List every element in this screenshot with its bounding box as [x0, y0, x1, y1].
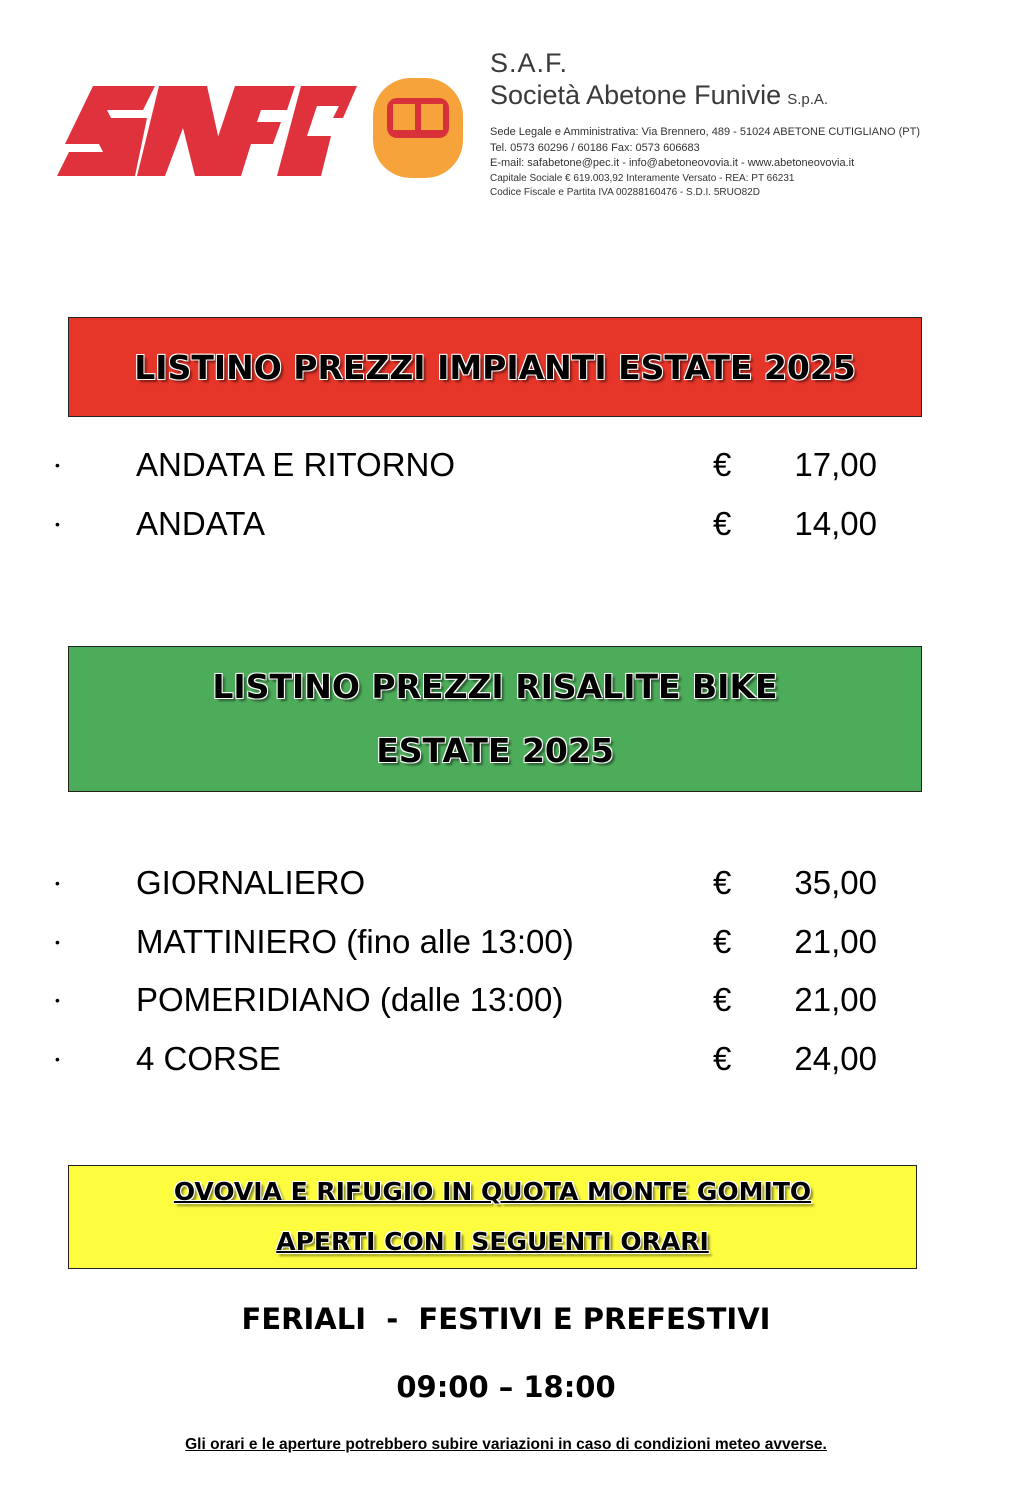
schedule-disclaimer: Gli orari e le aperture potrebbero subire variazioni in caso di condizioni meteo avverse.: [185, 1436, 827, 1453]
price-label: 4 CORSE: [136, 1039, 281, 1077]
currency: €: [713, 981, 732, 1018]
company-suffix: S.p.A.: [787, 91, 829, 108]
price-item: [55, 854, 915, 913]
price-item: [55, 971, 915, 1030]
price-value: 21,00: [794, 981, 877, 1018]
company-address: Sede Legale e Amministrativa: Via Brennero, 489 - 51024 ABETONE CUTIGLIANO (PT): [490, 126, 921, 138]
schedule-days: FERIALI - FESTIVI E PREFESTIVI: [241, 1302, 771, 1336]
company-tax: Codice Fiscale e Partita IVA 00288160476 - S.D.I. 5RUO82D: [490, 186, 760, 198]
notice-line1: OVOVIA E RIFUGIO IN QUOTA MONTE GOMITO: [173, 1177, 812, 1206]
bike-title-line2: ESTATE 2025: [376, 731, 614, 770]
bullet: •: [55, 457, 60, 473]
price-item: [55, 913, 915, 972]
price-value: 21,00: [794, 922, 877, 960]
price-label: ANDATA: [136, 504, 265, 542]
company-phone: Tel. 0573 60296 / 60186 Fax: 0573 606683: [490, 141, 700, 154]
bullet: •: [55, 1050, 60, 1067]
bike-title-banner: [68, 646, 922, 792]
price-value: 24,00: [794, 1039, 877, 1077]
notice-line2: APERTI CON I SEGUENTI ORARI: [276, 1227, 709, 1256]
summer-lifts-price-list: [55, 436, 915, 553]
company-name: [490, 80, 990, 115]
opening-notice-banner: [68, 1165, 917, 1269]
bike-title-line1: LISTINO PREZZI RISALITE BIKE: [212, 667, 778, 706]
company-capital: Capitale Sociale € 619.003,92 Interamente Versato - REA: PT 66231: [490, 172, 795, 184]
price-value: 35,00: [794, 864, 877, 901]
bullet: •: [55, 875, 60, 891]
company-name-text: Società Abetone Funivie: [490, 80, 782, 110]
saf-logo: [55, 76, 475, 186]
currency: €: [713, 922, 732, 960]
price-label: GIORNALIERO: [136, 864, 366, 901]
price-item: [55, 436, 915, 495]
summer-lifts-title: LISTINO PREZZI IMPIANTI ESTATE 2025: [134, 347, 856, 387]
bullet: •: [55, 992, 60, 1008]
summer-lifts-title-banner: [68, 317, 922, 417]
bullet: •: [55, 515, 60, 532]
gondola-icon: [373, 78, 463, 178]
currency: €: [713, 864, 732, 901]
price-label: POMERIDIANO (dalle 13:00): [136, 981, 564, 1018]
company-abbr: S.A.F.: [490, 48, 569, 78]
price-item: [55, 495, 915, 554]
currency: €: [713, 1039, 732, 1077]
currency: €: [713, 446, 732, 483]
price-value: 17,00: [794, 446, 877, 483]
price-label: MATTINIERO (fino alle 13:00): [136, 922, 574, 960]
company-info: [490, 48, 990, 200]
saf-wordmark-icon: [57, 86, 357, 176]
schedule-hours: 09:00 – 18:00: [396, 1370, 616, 1404]
price-item: [55, 1030, 915, 1089]
company-email: E-mail: safabetone@pec.it - info@abetoneovovia.it - www.abetoneovovia.it: [490, 157, 855, 169]
currency: €: [713, 504, 732, 542]
price-value: 14,00: [794, 504, 877, 542]
bullet: •: [55, 933, 60, 950]
bike-price-list: [55, 854, 915, 1088]
price-label: ANDATA E RITORNO: [136, 446, 456, 483]
